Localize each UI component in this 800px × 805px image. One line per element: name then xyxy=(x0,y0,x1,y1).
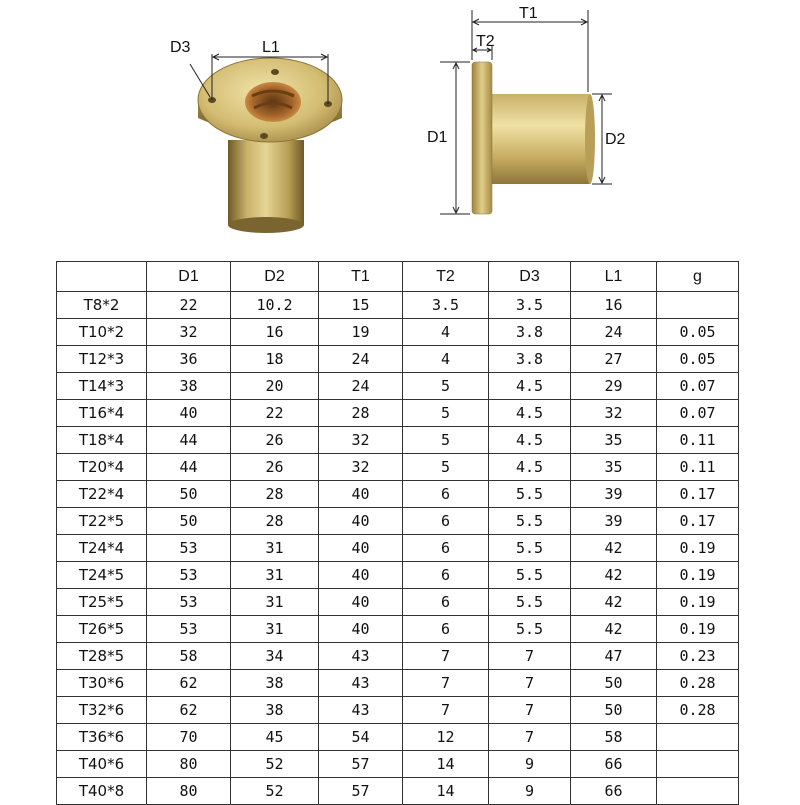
value-cell: 26 xyxy=(231,454,319,481)
value-cell: 43 xyxy=(319,643,403,670)
value-cell: 62 xyxy=(147,697,231,724)
value-cell: 57 xyxy=(319,751,403,778)
table-row xyxy=(57,535,739,562)
value-cell: 5.5 xyxy=(489,535,571,562)
model-cell: T8*2 xyxy=(57,292,147,319)
value-cell: 0.19 xyxy=(657,616,739,643)
value-cell: 43 xyxy=(319,670,403,697)
value-cell: 38 xyxy=(231,670,319,697)
value-cell: 54 xyxy=(319,724,403,751)
table-row xyxy=(57,697,739,724)
value-cell: 38 xyxy=(147,373,231,400)
value-cell: 66 xyxy=(571,778,657,805)
value-cell: 15 xyxy=(319,292,403,319)
value-cell: 32 xyxy=(319,427,403,454)
value-cell: 16 xyxy=(231,319,319,346)
value-cell: 5.5 xyxy=(489,481,571,508)
value-cell: 43 xyxy=(319,697,403,724)
value-cell: 40 xyxy=(319,508,403,535)
value-cell: 7 xyxy=(403,697,489,724)
value-cell: 9 xyxy=(489,751,571,778)
value-cell: 0.05 xyxy=(657,346,739,373)
value-cell: 35 xyxy=(571,454,657,481)
value-cell: 6 xyxy=(403,562,489,589)
model-cell: T20*4 xyxy=(57,454,147,481)
value-cell: 6 xyxy=(403,589,489,616)
value-cell: 31 xyxy=(231,589,319,616)
value-cell: 5 xyxy=(403,400,489,427)
value-cell: 50 xyxy=(571,670,657,697)
value-cell: 5.5 xyxy=(489,589,571,616)
value-cell: 0.19 xyxy=(657,589,739,616)
value-cell: 66 xyxy=(571,751,657,778)
value-cell: 22 xyxy=(147,292,231,319)
value-cell: 42 xyxy=(571,535,657,562)
table-row xyxy=(57,427,739,454)
value-cell: 53 xyxy=(147,535,231,562)
value-cell: 50 xyxy=(147,508,231,535)
label-d1: D1 xyxy=(427,129,448,146)
table-body xyxy=(57,292,739,805)
value-cell: 47 xyxy=(571,643,657,670)
value-cell: 19 xyxy=(319,319,403,346)
value-cell: 40 xyxy=(319,562,403,589)
value-cell: 16 xyxy=(571,292,657,319)
value-cell: 5.5 xyxy=(489,508,571,535)
value-cell: 5 xyxy=(403,427,489,454)
value-cell: 0.17 xyxy=(657,481,739,508)
value-cell: 27 xyxy=(571,346,657,373)
value-cell: 7 xyxy=(403,670,489,697)
header-cell-g: g xyxy=(657,262,739,292)
value-cell: 31 xyxy=(231,562,319,589)
spec-table xyxy=(56,261,739,805)
value-cell: 5 xyxy=(403,454,489,481)
value-cell: 40 xyxy=(147,400,231,427)
value-cell: 31 xyxy=(231,535,319,562)
value-cell xyxy=(657,778,739,805)
value-cell: 38 xyxy=(231,697,319,724)
value-cell: 32 xyxy=(319,454,403,481)
value-cell: 80 xyxy=(147,778,231,805)
table-row xyxy=(57,643,739,670)
value-cell: 45 xyxy=(231,724,319,751)
table-row xyxy=(57,373,739,400)
model-cell: T16*4 xyxy=(57,400,147,427)
value-cell: 9 xyxy=(489,778,571,805)
header-cell-t2: T2 xyxy=(403,262,489,292)
value-cell: 28 xyxy=(231,508,319,535)
table-row xyxy=(57,589,739,616)
header-cell-t1: T1 xyxy=(319,262,403,292)
value-cell: 10.2 xyxy=(231,292,319,319)
value-cell: 6 xyxy=(403,481,489,508)
nut-side-view xyxy=(472,62,595,214)
value-cell: 40 xyxy=(319,616,403,643)
table-row xyxy=(57,481,739,508)
value-cell: 40 xyxy=(319,481,403,508)
model-cell: T26*5 xyxy=(57,616,147,643)
value-cell: 80 xyxy=(147,751,231,778)
value-cell: 50 xyxy=(147,481,231,508)
value-cell: 0.17 xyxy=(657,508,739,535)
value-cell: 44 xyxy=(147,454,231,481)
value-cell xyxy=(657,724,739,751)
value-cell: 14 xyxy=(403,751,489,778)
value-cell: 3.8 xyxy=(489,346,571,373)
value-cell: 39 xyxy=(571,508,657,535)
value-cell: 42 xyxy=(571,616,657,643)
value-cell: 0.07 xyxy=(657,373,739,400)
model-cell: T40*8 xyxy=(57,778,147,805)
value-cell: 0.28 xyxy=(657,670,739,697)
value-cell: 4.5 xyxy=(489,454,571,481)
value-cell: 4 xyxy=(403,346,489,373)
value-cell: 12 xyxy=(403,724,489,751)
value-cell: 5 xyxy=(403,373,489,400)
value-cell: 42 xyxy=(571,589,657,616)
value-cell: 7 xyxy=(489,643,571,670)
label-d2: D2 xyxy=(605,131,626,148)
table-row xyxy=(57,751,739,778)
table-row xyxy=(57,670,739,697)
value-cell: 39 xyxy=(571,481,657,508)
value-cell: 0.11 xyxy=(657,454,739,481)
value-cell: 52 xyxy=(231,778,319,805)
header-cell-l1: L1 xyxy=(571,262,657,292)
value-cell: 4.5 xyxy=(489,427,571,454)
header-cell-d1: D1 xyxy=(147,262,231,292)
nut-perspective-view xyxy=(198,58,342,233)
value-cell: 57 xyxy=(319,778,403,805)
model-cell: T22*5 xyxy=(57,508,147,535)
model-cell: T24*4 xyxy=(57,535,147,562)
table-row xyxy=(57,616,739,643)
value-cell: 5.5 xyxy=(489,562,571,589)
table-row xyxy=(57,346,739,373)
table-row xyxy=(57,292,739,319)
value-cell: 0.19 xyxy=(657,562,739,589)
value-cell: 4 xyxy=(403,319,489,346)
value-cell: 5.5 xyxy=(489,616,571,643)
model-cell: T18*4 xyxy=(57,427,147,454)
value-cell: 22 xyxy=(231,400,319,427)
table-row xyxy=(57,508,739,535)
value-cell xyxy=(657,751,739,778)
model-cell: T40*6 xyxy=(57,751,147,778)
value-cell xyxy=(657,292,739,319)
value-cell: 32 xyxy=(147,319,231,346)
value-cell: 28 xyxy=(231,481,319,508)
value-cell: 7 xyxy=(489,697,571,724)
value-cell: 24 xyxy=(571,319,657,346)
value-cell: 7 xyxy=(489,670,571,697)
value-cell: 3.5 xyxy=(489,292,571,319)
table-row xyxy=(57,562,739,589)
value-cell: 58 xyxy=(571,724,657,751)
value-cell: 4.5 xyxy=(489,400,571,427)
value-cell: 3.5 xyxy=(403,292,489,319)
value-cell: 36 xyxy=(147,346,231,373)
value-cell: 52 xyxy=(231,751,319,778)
value-cell: 35 xyxy=(571,427,657,454)
model-cell: T25*5 xyxy=(57,589,147,616)
value-cell: 53 xyxy=(147,616,231,643)
value-cell: 6 xyxy=(403,535,489,562)
model-cell: T10*2 xyxy=(57,319,147,346)
table-row xyxy=(57,724,739,751)
header-cell-d2: D2 xyxy=(231,262,319,292)
label-d3: D3 xyxy=(170,39,191,56)
model-cell: T14*3 xyxy=(57,373,147,400)
value-cell: 50 xyxy=(571,697,657,724)
value-cell: 29 xyxy=(571,373,657,400)
value-cell: 28 xyxy=(319,400,403,427)
label-t2: T2 xyxy=(476,33,495,50)
table-row xyxy=(57,319,739,346)
value-cell: 40 xyxy=(319,535,403,562)
value-cell: 32 xyxy=(571,400,657,427)
value-cell: 6 xyxy=(403,508,489,535)
table-header-row xyxy=(57,262,739,292)
model-cell: T32*6 xyxy=(57,697,147,724)
value-cell: 20 xyxy=(231,373,319,400)
table-row xyxy=(57,400,739,427)
value-cell: 42 xyxy=(571,562,657,589)
value-cell: 70 xyxy=(147,724,231,751)
value-cell: 4.5 xyxy=(489,373,571,400)
value-cell: 0.07 xyxy=(657,400,739,427)
value-cell: 7 xyxy=(489,724,571,751)
value-cell: 0.11 xyxy=(657,427,739,454)
value-cell: 62 xyxy=(147,670,231,697)
value-cell: 34 xyxy=(231,643,319,670)
value-cell: 44 xyxy=(147,427,231,454)
label-t1: T1 xyxy=(519,5,538,22)
value-cell: 0.23 xyxy=(657,643,739,670)
value-cell: 6 xyxy=(403,616,489,643)
model-cell: T22*4 xyxy=(57,481,147,508)
value-cell: 40 xyxy=(319,589,403,616)
value-cell: 58 xyxy=(147,643,231,670)
value-cell: 18 xyxy=(231,346,319,373)
value-cell: 26 xyxy=(231,427,319,454)
label-l1: L1 xyxy=(262,39,280,56)
value-cell: 24 xyxy=(319,373,403,400)
value-cell: 53 xyxy=(147,589,231,616)
header-cell-blank xyxy=(57,262,147,292)
value-cell: 31 xyxy=(231,616,319,643)
value-cell: 3.8 xyxy=(489,319,571,346)
model-cell: T30*6 xyxy=(57,670,147,697)
value-cell: 0.28 xyxy=(657,697,739,724)
table-row xyxy=(57,454,739,481)
value-cell: 7 xyxy=(403,643,489,670)
model-cell: T24*5 xyxy=(57,562,147,589)
model-cell: T12*3 xyxy=(57,346,147,373)
value-cell: 0.19 xyxy=(657,535,739,562)
value-cell: 14 xyxy=(403,778,489,805)
model-cell: T28*5 xyxy=(57,643,147,670)
value-cell: 24 xyxy=(319,346,403,373)
value-cell: 53 xyxy=(147,562,231,589)
model-cell: T36*6 xyxy=(57,724,147,751)
table-row xyxy=(57,778,739,805)
header-cell-d3: D3 xyxy=(489,262,571,292)
value-cell: 0.05 xyxy=(657,319,739,346)
product-figure xyxy=(0,0,800,250)
